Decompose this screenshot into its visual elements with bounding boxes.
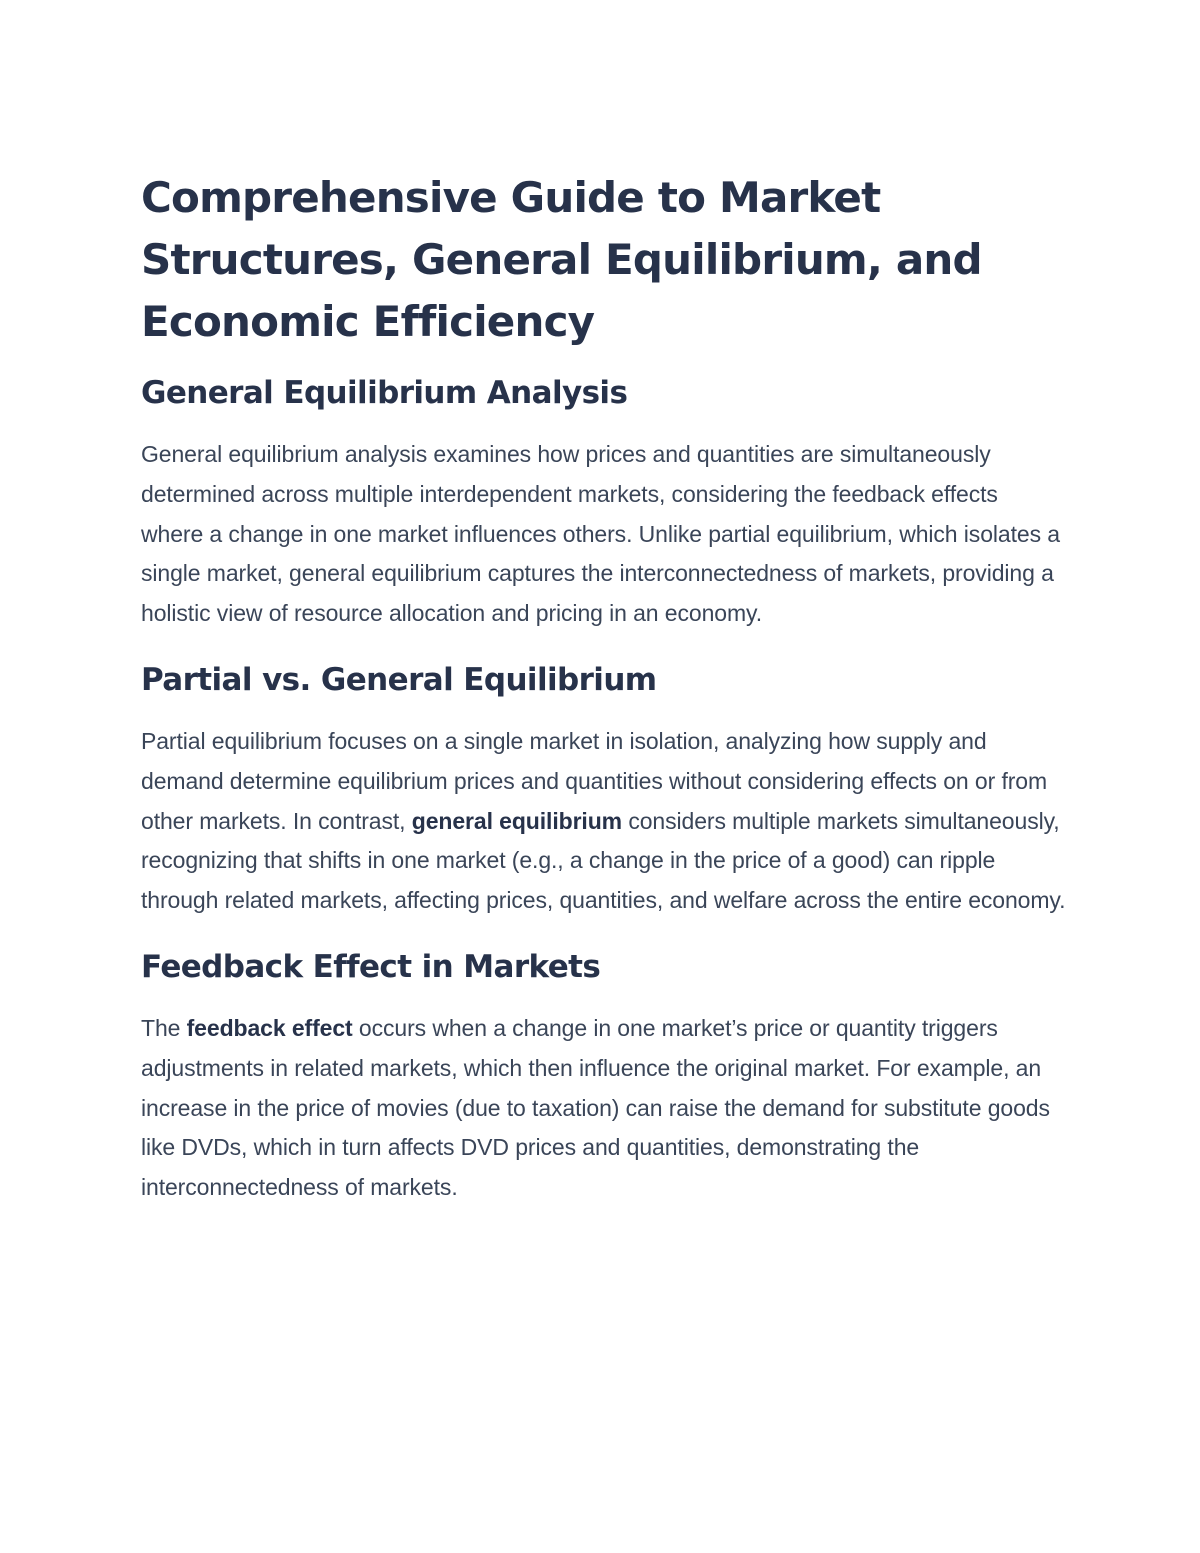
paragraph-text: Partial equilibrium focuses on a single market in isolation, analyzing how supply and demand determine equilibrium prices and quantities without considering effects on or from other markets. In contrast,	[141, 727, 1048, 834]
section-paragraph: General equilibrium analysis examines how prices and quantities are simultaneously determined across multiple interdependent markets, considering the feedback effects where a change in one market influences others. Unlike partial equilibrium, which isolates a single market, general equilibrium captures the interconnectedness of markets, providing a holistic view of resource allocation and pricing in an economy.	[141, 441, 1060, 627]
section-paragraph	[141, 722, 1066, 921]
section-heading: Partial vs. General Equilibrium	[141, 661, 657, 698]
section-general-equilibrium-analysis	[141, 371, 1066, 634]
document-page	[141, 167, 1066, 1232]
bold-term: feedback effect	[186, 1014, 353, 1041]
section-heading: Feedback Effect in Markets	[141, 948, 601, 985]
section-feedback-effect-in-markets	[141, 945, 1066, 1208]
paragraph-text: considers multiple markets simultaneously, recognizing that shifts in one market (e.g., a change in the price of a good) can ripple through related markets, affecting prices, quantities, and welfare across the entire economy.	[141, 807, 1066, 914]
document-title: Comprehensive Guide to Market Structures, General Equilibrium, and Economic Efficiency	[141, 173, 982, 346]
paragraph-text: occurs when a change in one market’s price or quantity triggers adjustments in related markets, which then influence the original market. For example, an increase in the price of movies (due to taxation) can raise the demand for substitute goods like DVDs, which in turn affects DVD prices and quantities, demonstrating the interconnectedness of markets.	[141, 1014, 1050, 1201]
bold-term: general equilibrium	[411, 807, 623, 834]
section-heading: General Equilibrium Analysis	[141, 375, 628, 411]
section-paragraph	[141, 1009, 1066, 1208]
paragraph-text: The	[141, 1014, 187, 1041]
section-partial-vs-general-equilibrium	[141, 658, 1066, 921]
